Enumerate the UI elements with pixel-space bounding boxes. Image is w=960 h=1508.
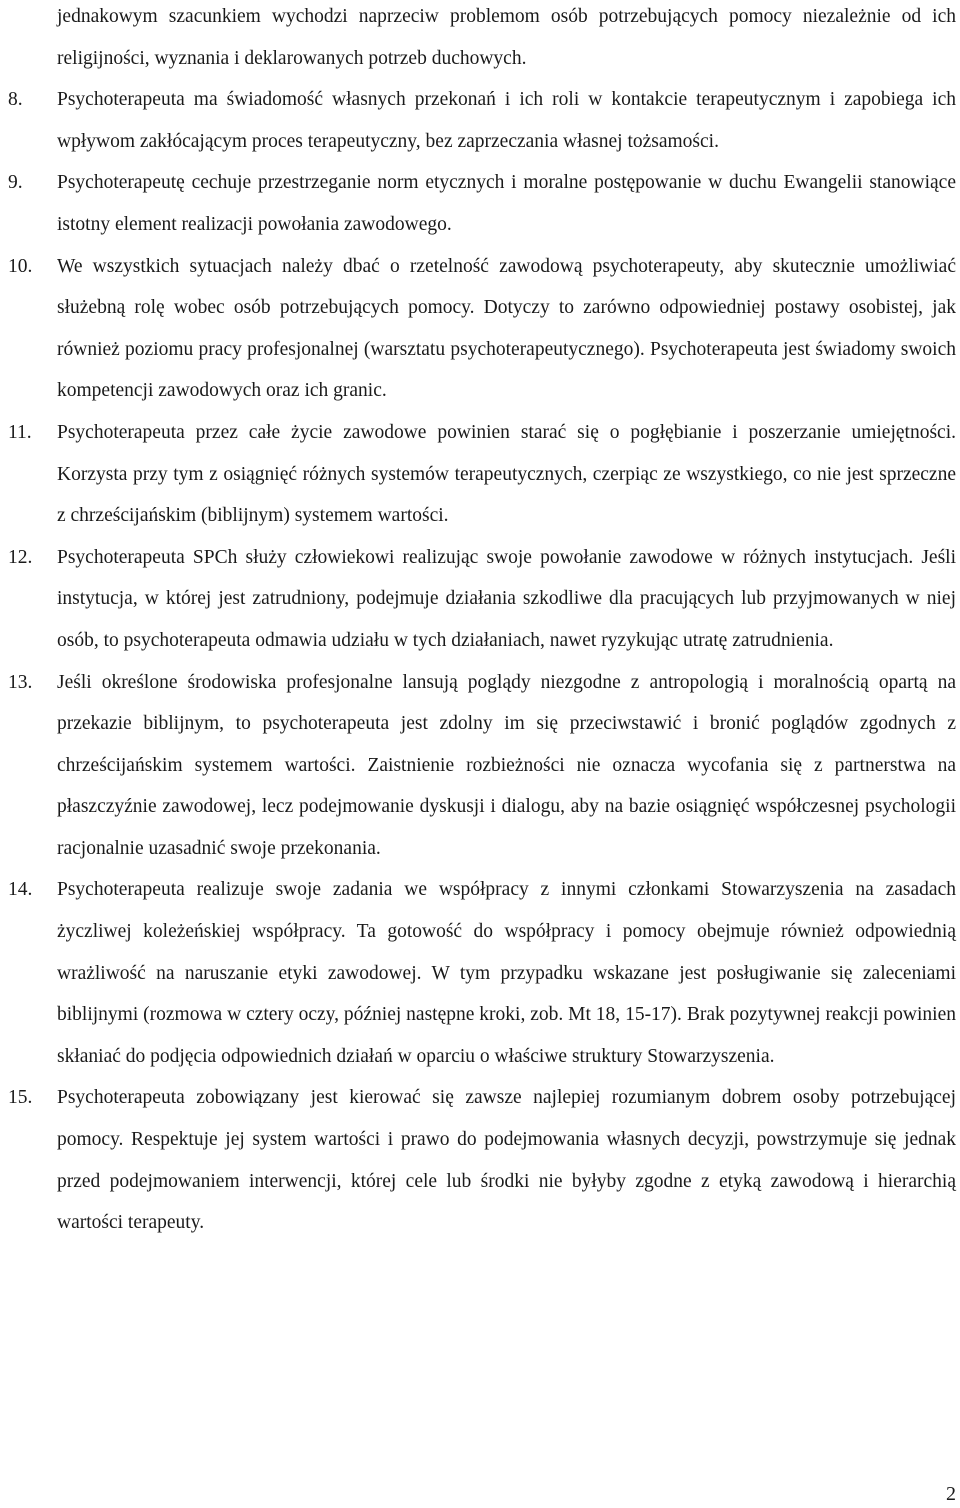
item-text: jednakowym szacunkiem wychodzi naprzeciw problemom osób potrzebujących pomocy niezależnie od ich religijności, wyznania i deklarowanych potrzeb duchowych. <box>57 6 956 69</box>
item-text: Psychoterapeuta ma świadomość własnych przekonań i ich roli w kontakcie terapeutycznym i zapobiega ich wpływom zakłócającym proces terapeutyczny, bez zaprzeczania własnej tożsamości. <box>57 89 956 152</box>
list-item <box>0 869 960 1077</box>
list-item <box>0 79 960 162</box>
item-text: Psychoterapeuta zobowiązany jest kierować się zawsze najlepiej rozumianym dobrem osoby potrzebującej pomocy. Respektuje jej system wartości i prawo do podejmowania własnych decyzji, powstrzymuje się jednak przed podejmowaniem interwencji, której cele lub środki nie byłyby zgodne z etyką zawodową i hierarchią wartości terapeuty. <box>57 1087 956 1234</box>
item-number: 13. <box>8 671 33 693</box>
item-number: 14. <box>8 879 33 901</box>
item-number: 11. <box>8 421 32 443</box>
item-number: 12. <box>8 546 33 568</box>
list-item <box>0 162 960 245</box>
item-number: 15. <box>8 1087 33 1109</box>
item-text: Psychoterapeuta SPCh służy człowiekowi realizując swoje powołanie zawodowe w różnych instytucjach. Jeśli instytucja, w której jest zatrudniony, podejmuje działania szkodliwe dla pracujących lub przyjmowanych w niej osób, to psychoterapeuta odmawia udziału w tych działaniach, nawet ryzykując utratę zatrudnienia. <box>57 546 956 651</box>
item-number: 10. <box>8 255 33 277</box>
list-item <box>0 662 960 870</box>
item-text: Psychoterapeuta realizuje swoje zadania we współpracy z innymi członkami Stowarzyszenia na zasadach życzliwej koleżeńskiej współpracy. Ta gotowość do współpracy i pomocy obejmuje również odpowiednią wrażliwość na naruszanie etyki zawodowej. W tym przypadku wskazane jest posługiwanie się zaleceniami biblijnymi (rozmowa w cztery oczy, później następne kroki, zob. Mt 18, 15-17). Brak pozytywnej reakcji powinien skłaniać do podjęcia odpowiednich działań w oparciu o właściwe struktury Stowarzyszenia. <box>57 879 956 1067</box>
list-item <box>0 537 960 662</box>
item-text: We wszystkich sytuacjach należy dbać o rzetelność zawodową psychoterapeuty, aby skutecznie umożliwiać służebną rolę wobec osób potrzebujących pomocy. Dotyczy to zarówno odpowiedniej postawy osobistej, jak również poziomu pracy profesjonalnej (warsztatu psychoterapeutycznego). Psychoterapeuta jest świadomy swoich kompetencji zawodowych oraz ich granic. <box>57 255 956 402</box>
item-number: 9. <box>8 172 23 194</box>
list-item <box>0 1077 960 1243</box>
item-text: Psychoterapeutę cechuje przestrzeganie norm etycznych i moralne postępowanie w duchu Ewangelii stanowiące istotny element realizacji powołania zawodowego. <box>57 172 956 235</box>
item-text: Jeśli określone środowiska profesjonalne lansują poglądy niezgodne z antropologią i moralnością opartą na przekazie biblijnym, to psychoterapeuta jest zdolny im się przeciwstawić i bronić poglądów zgodnych z chrześcijańskim systemem wartości. Zaistnienie rozbieżności nie oznacza wycofania się z partnerstwa na płaszczyźnie zawodowej, lecz podejmowanie dyskusji i dialogu, aby na bazie osiągnięć współczesnej psychologii racjonalnie uzasadnić swoje przekonania. <box>57 671 956 859</box>
item-text: Psychoterapeuta przez całe życie zawodowe powinien starać się o pogłębianie i poszerzanie umiejętności. Korzysta przy tym z osiągnięć różnych systemów terapeutycznych, czerpiąc ze wszystkiego, co nie jest sprzeczne z chrześcijańskim (biblijnym) systemem wartości. <box>57 421 956 527</box>
list-item <box>0 246 960 412</box>
list-item <box>0 0 960 79</box>
list-item <box>0 412 960 537</box>
item-number: 8. <box>8 89 23 111</box>
page-number: 2 <box>946 1483 956 1505</box>
